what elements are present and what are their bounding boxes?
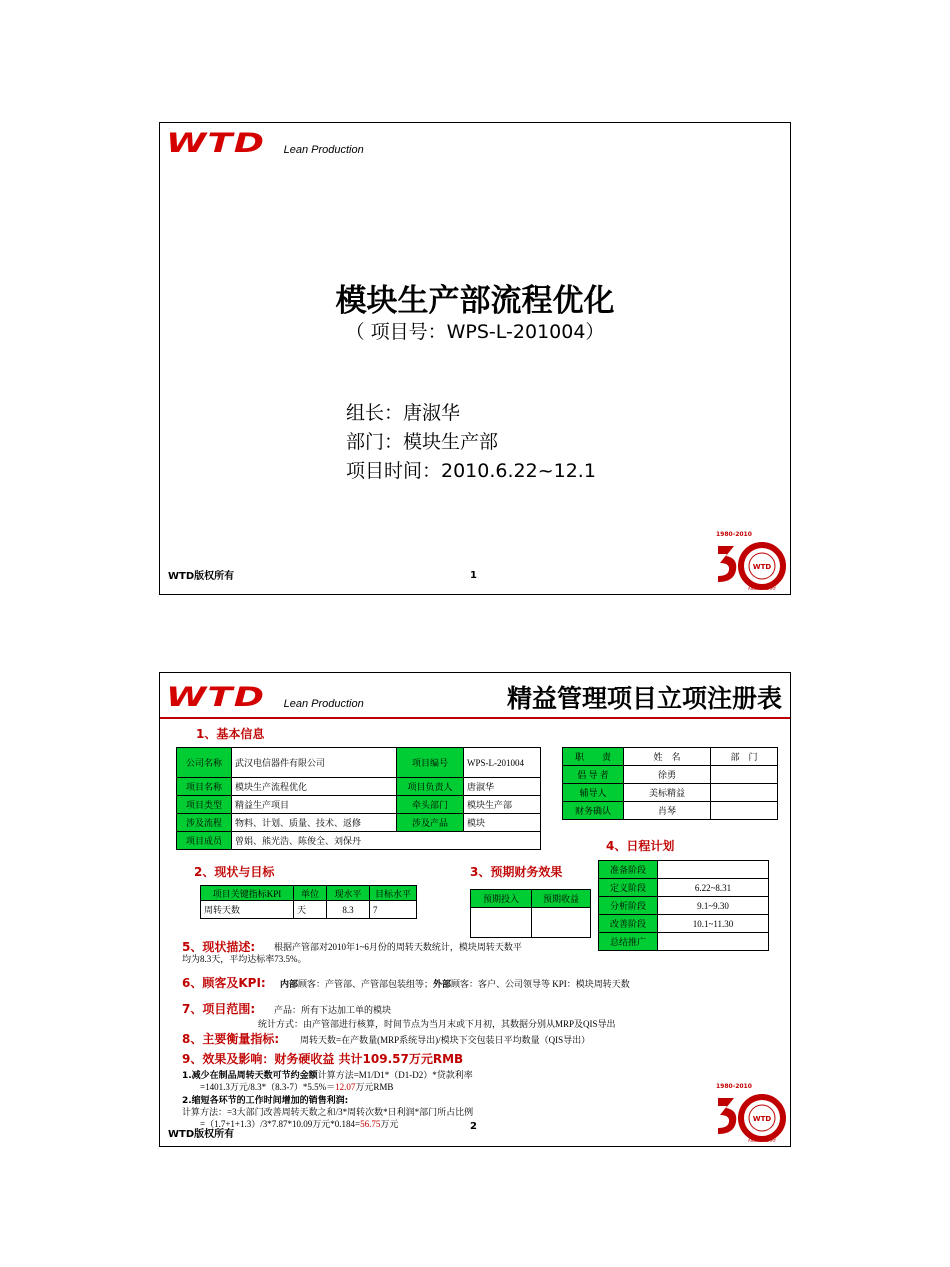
- badge-years: 1980-2010: [716, 1083, 752, 1090]
- roles-table: [562, 747, 778, 820]
- label-project-type: 项目类型: [177, 796, 232, 814]
- wtd-logo: [166, 682, 364, 713]
- schedule-date: [658, 933, 769, 951]
- value-project-type: 精益生产项目: [232, 796, 397, 814]
- logo-tagline: Lean Production: [283, 144, 364, 156]
- schedule-row: [599, 897, 769, 915]
- wtd-logo: [166, 128, 364, 159]
- section-basic-info: 1、基本信息: [196, 727, 265, 741]
- slide-title: 模块生产部流程优化: [335, 283, 615, 319]
- anniversary-badge-icon: [714, 1080, 786, 1144]
- badge-ring: ANNIVERSARY: [747, 586, 777, 591]
- effect-line1: 1.减少在制品周转天数可节约金额计算方法=M1/D1*（D1-D2）*贷款利率: [182, 1070, 473, 1081]
- title-divider: [160, 717, 790, 719]
- effect-line4: 计算方法：=3大部门改善周转天数之和/3*周转次数*日利润*部门所占比例: [182, 1107, 474, 1117]
- schedule-stage: 准备阶段: [599, 861, 658, 879]
- page-number: 2: [470, 1121, 477, 1132]
- value-lead-dept: 模块生产部: [464, 796, 541, 814]
- section-status-goal: 2、现状与目标: [194, 865, 275, 879]
- effect-line3: 2.缩短各环节的工作时间增加的销售利润:: [182, 1096, 349, 1106]
- measure-line: 周转天数=在产数量(MRP系统导出)/模块下交包装日平均数量（QIS导出）: [300, 1035, 591, 1045]
- role-coach: 辅导人: [563, 784, 624, 802]
- project-time: 项目时间：2010.6.22~12.1: [346, 460, 596, 482]
- label-code: 项目编号: [397, 748, 464, 778]
- badge-mark: WTD: [752, 1115, 772, 1123]
- status-desc-line1: 根据产管部对2010年1~6月份的周转天数统计，模块周转天数平: [274, 942, 522, 952]
- section-effect: 9、效果及影响：财务硬收益 共计109.57万元RMB: [182, 1052, 464, 1066]
- label-company: 公司名称: [177, 748, 232, 778]
- schedule-row: [599, 861, 769, 879]
- value-product: 模块: [464, 814, 541, 832]
- schedule-table: [598, 860, 769, 951]
- label-product: 涉及产品: [397, 814, 464, 832]
- customer-kpi-line: 内部顾客：产管部、产管部包装组等；外部顾客：客户、公司领导等 KPI：模块周转天数: [280, 979, 630, 990]
- status-desc-line2: 均为8.3天，平均达标率73.5%。: [182, 954, 307, 964]
- kpi-row-name: 周转天数: [201, 901, 294, 919]
- kpi-header-name: 项目关键指标KPI: [201, 886, 294, 901]
- role-finance: 财务确认: [563, 802, 624, 820]
- finance-table: [470, 889, 591, 938]
- value-members: 曾娟、熊光浩、陈俊全、刘保丹: [232, 832, 541, 850]
- value-company: 武汉电信器件有限公司: [232, 748, 397, 778]
- schedule-stage: 分析阶段: [599, 897, 658, 915]
- role-coach-name: 美标精益: [624, 784, 711, 802]
- scope-line1: 产品：所有下达加工单的模块: [274, 1005, 392, 1015]
- value-code: WPS-L-201004: [464, 748, 541, 778]
- label-lead-dept: 牵头部门: [397, 796, 464, 814]
- logo-wordmark: WTD: [166, 128, 266, 159]
- role-sponsor-dept: [711, 766, 778, 784]
- page-number: 1: [470, 570, 477, 581]
- section-customer-kpi: 6、顾客及KPI:: [182, 976, 266, 990]
- badge-years: 1980-2010: [716, 531, 752, 538]
- badge-mark: WTD: [752, 563, 772, 571]
- logo-wordmark: WTD: [166, 682, 266, 713]
- kpi-header-now: 现水平: [327, 886, 370, 901]
- effect-line2: =1401.3万元/8.3*（8.3-7）*5.5%＝12.07万元RMB: [200, 1082, 394, 1092]
- kpi-header-target: 目标水平: [370, 886, 417, 901]
- form-title: 精益管理项目立项注册表: [506, 684, 782, 713]
- department: 部门：模块生产部: [346, 431, 499, 453]
- schedule-row: [599, 915, 769, 933]
- finance-revenue-value: [532, 908, 591, 938]
- schedule-date: [658, 861, 769, 879]
- role-finance-dept: [711, 802, 778, 820]
- value-project-name: 模块生产流程优化: [232, 778, 397, 796]
- roles-header-name: 姓 名: [624, 748, 711, 766]
- section-finance: 3、预期财务效果: [470, 865, 563, 879]
- schedule-row: [599, 879, 769, 897]
- slide-1: [159, 122, 791, 595]
- role-sponsor-name: 徐勇: [624, 766, 711, 784]
- roles-header-dept: 部 门: [711, 748, 778, 766]
- copyright: WTD版权所有: [168, 571, 235, 582]
- value-flow: 物料、计划、质量、技术、返修: [232, 814, 397, 832]
- kpi-row-target: 7: [370, 901, 417, 919]
- basic-info-table: [176, 747, 541, 850]
- label-flow: 涉及流程: [177, 814, 232, 832]
- schedule-stage: 总结推广: [599, 933, 658, 951]
- badge-ring: ANNIVERSARY: [747, 1138, 777, 1143]
- finance-header-input: 预期投入: [471, 890, 532, 908]
- schedule-date: 10.1~11.30: [658, 915, 769, 933]
- copyright: WTD版权所有: [168, 1129, 235, 1140]
- kpi-header-unit: 单位: [294, 886, 327, 901]
- kpi-row-now: 8.3: [327, 901, 370, 919]
- project-number: （ 项目号：WPS-L-201004）: [345, 321, 605, 343]
- roles-header-duty: 职 责: [563, 748, 624, 766]
- label-members: 项目成员: [177, 832, 232, 850]
- role-finance-name: 肖琴: [624, 802, 711, 820]
- effect-line5: =（1.7+1+1.3）/3*7.87*10.09万元*0.184=56.75万元: [200, 1119, 399, 1129]
- schedule-date: 9.1~9.30: [658, 897, 769, 915]
- value-owner: 唐淑华: [464, 778, 541, 796]
- schedule-date: 6.22~8.31: [658, 879, 769, 897]
- label-owner: 项目负责人: [397, 778, 464, 796]
- schedule-stage: 定义阶段: [599, 879, 658, 897]
- anniversary-badge-icon: [714, 528, 786, 592]
- finance-header-revenue: 预期收益: [532, 890, 591, 908]
- label-project-name: 项目名称: [177, 778, 232, 796]
- section-status-desc: 5、现状描述:: [182, 940, 256, 954]
- logo-tagline: Lean Production: [283, 698, 364, 710]
- kpi-table: [200, 885, 417, 919]
- role-coach-dept: [711, 784, 778, 802]
- scope-line2: 统计方式：由产管部进行核算，时间节点为当月末或下月初，其数据分别从MRP及QIS导出: [258, 1019, 616, 1029]
- slide-2: [159, 672, 791, 1147]
- section-scope: 7、项目范围:: [182, 1002, 256, 1016]
- role-sponsor: 倡 导 者: [563, 766, 624, 784]
- section-measure: 8、主要衡量指标:: [182, 1032, 280, 1046]
- section-schedule: 4、日程计划: [606, 839, 675, 853]
- team-leader: 组长：唐淑华: [346, 402, 461, 424]
- finance-input-value: [471, 908, 532, 938]
- kpi-row-unit: 天: [294, 901, 327, 919]
- schedule-stage: 改善阶段: [599, 915, 658, 933]
- schedule-row: [599, 933, 769, 951]
